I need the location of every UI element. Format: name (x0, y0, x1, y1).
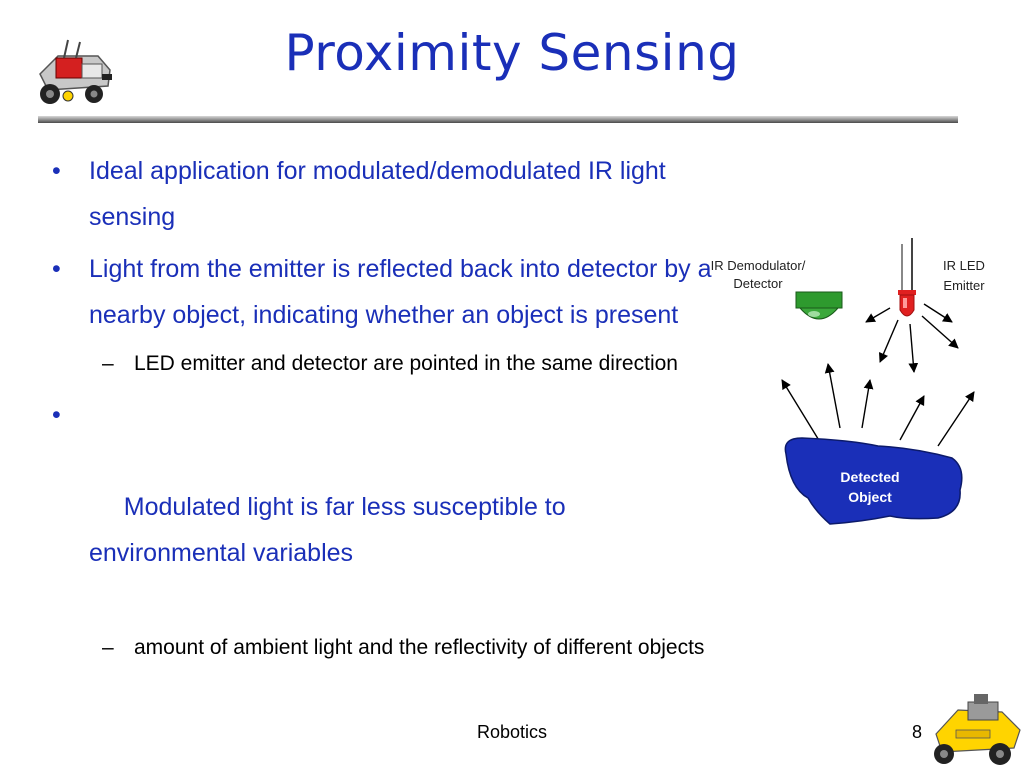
detector-label: IR Demodulator/ (710, 258, 806, 273)
bullet-marker: • (52, 157, 61, 185)
ir-detector-icon (796, 292, 842, 319)
sub-bullet-text: LED emitter and detector are pointed in the same direction (134, 352, 678, 375)
bullet-item (52, 148, 712, 240)
bullet-text: Modulated light is far less susceptible to environmental variables (89, 493, 573, 567)
object-label: Detected (840, 469, 900, 485)
bullet-text: Light from the emitter is reflected back into detector by a nearby object, indicating whether an object is present (89, 255, 712, 329)
ir-led-icon (898, 238, 916, 316)
bullet-marker: • (52, 401, 61, 429)
emitter-rays (866, 304, 958, 372)
slide-title: Proximity Sensing (284, 24, 740, 82)
proximity-diagram (690, 232, 1010, 532)
detected-object-shape (785, 438, 961, 524)
bullet-text: Ideal application for modulated/demodulated IR light sensing (89, 157, 666, 231)
object-label: Object (848, 489, 892, 505)
sub-bullet-text: amount of ambient light and the reflectivity of different objects (134, 636, 705, 659)
sub-bullet-marker: – (102, 636, 114, 659)
emitter-label: Emitter (943, 278, 985, 293)
bullet-marker: • (52, 255, 61, 283)
footer-title: Robotics (476, 722, 548, 742)
emitter-label: IR LED (943, 258, 985, 273)
reflected-rays (782, 364, 974, 446)
page-number: 8 (912, 722, 923, 742)
title-divider (38, 116, 958, 123)
bullet-item (52, 246, 712, 338)
bullet-list (52, 148, 712, 676)
detector-label: Detector (733, 276, 783, 291)
sub-bullet-marker: – (102, 352, 114, 375)
sub-bullet-item (52, 344, 712, 384)
sub-bullet-item (52, 628, 712, 668)
bullet-item (52, 392, 712, 622)
